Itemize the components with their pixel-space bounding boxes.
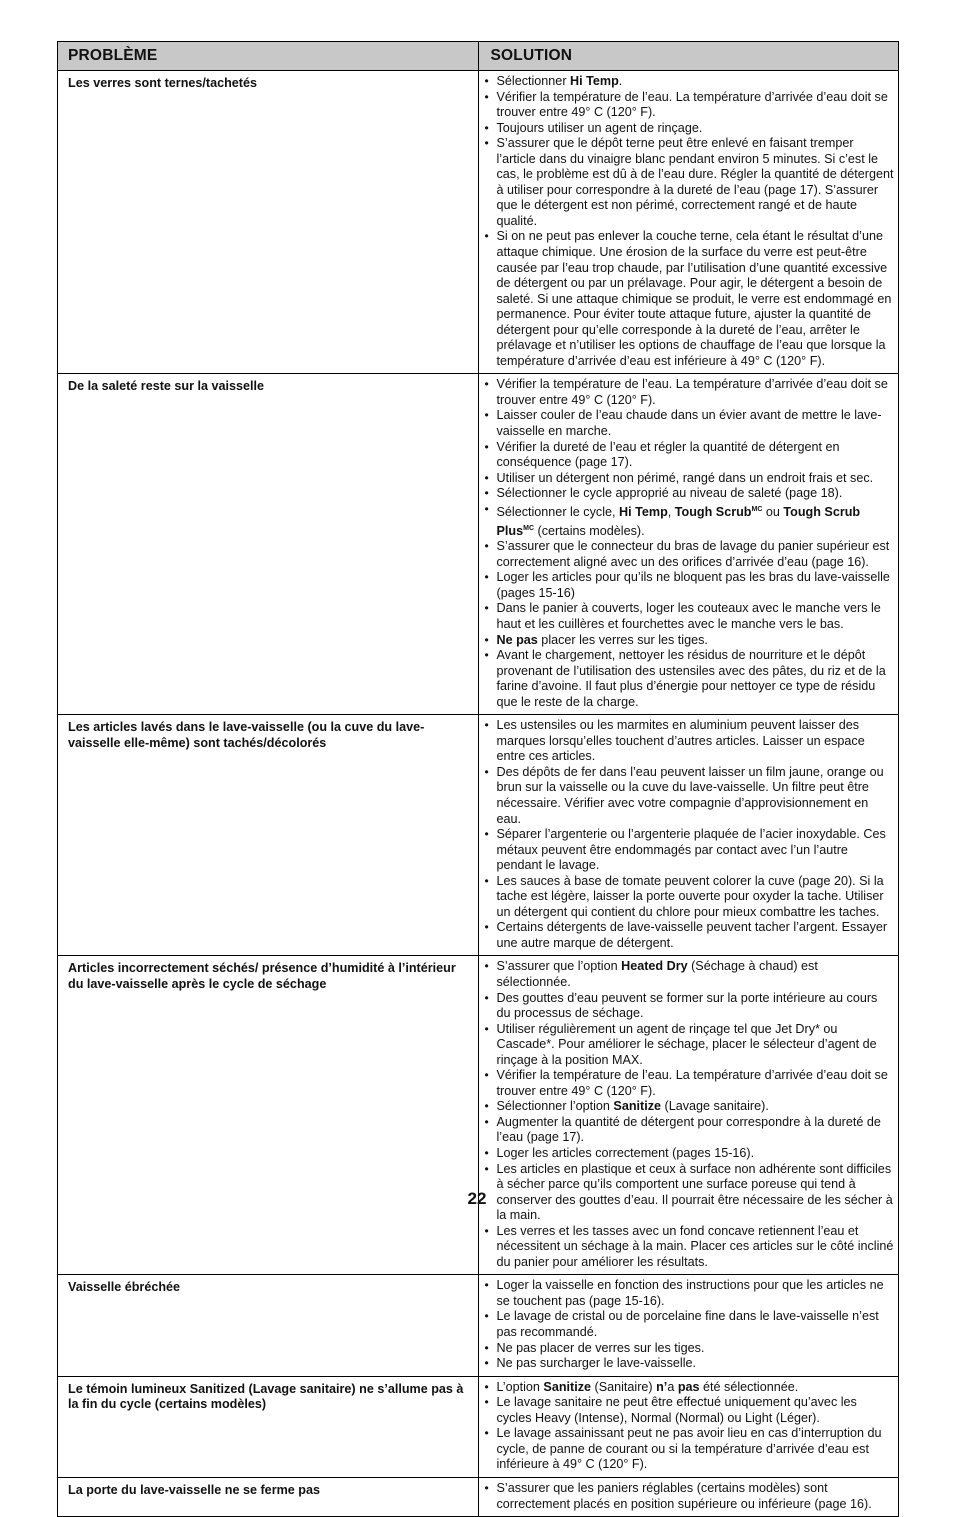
solution-text: Laisser couler de l’eau chaude dans un évier avant de mettre le lave-vaisselle en marche. (496, 408, 882, 439)
solution-text: (certains modèles). (534, 523, 645, 538)
solution-text: Si on ne peut pas enlever la couche terne, cela étant le résultat d’une attaque chimique. Une érosion de la surface du verre est peut-être causée par l’eau trop chaude, par l’utilisation d’une quantité excessive de détergent ou par un prélavage. Pour agir, le détergent a besoin de saleté. Si une attaque chimique se produit, le verre est endommagé en permanence. Pour éviter toute attaque future, ajuster la quantité de détergent pour qu’elle corresponde à la dureté de l’eau, arrêter le prélavage et n’utiliser les options de chauffage de l’eau que lorsque la température d’arrivée d’eau est inférieure à 49° C (120° F). (496, 229, 892, 368)
problem-column-header: PROBLÈME (58, 42, 479, 71)
solution-text: Sanitize (613, 1099, 662, 1114)
solution-text: Certains détergents de lave-vaisselle peuvent tacher l’argent. Essayer une autre marque de détergent. (496, 920, 888, 950)
solution-item (484, 1022, 895, 1069)
solution-text: a (667, 1379, 678, 1394)
table-row (58, 71, 899, 374)
solution-item (484, 408, 895, 439)
solution-text: Le lavage sanitaire ne peut être effectué uniquement qu’avec les cycles Heavy (Intense), Normal (Normal) ou Light (Léger). (496, 1395, 857, 1425)
solution-text: , (667, 504, 675, 519)
solution-item (484, 1341, 895, 1357)
solution-item (484, 502, 895, 539)
solution-item (484, 1395, 895, 1426)
solution-list (484, 377, 895, 710)
solution-item (484, 1115, 895, 1146)
solution-text: Les sauces à base de tomate peuvent colorer la cuve (page 20). Si la tache est légère, laisser la porte ouverte pour oxyder la tache. Utiliser un détergent qui contient du chlore pour mieux combattre les taches. (496, 873, 884, 919)
solution-text: . (618, 74, 623, 88)
solution-column-header: SOLUTION (478, 42, 899, 71)
solution-text: L’option (496, 1379, 544, 1394)
solution-item (484, 440, 895, 471)
solution-item (484, 765, 895, 827)
solution-text: Loger les articles pour qu’ils ne bloquent pas les bras du lave-vaisselle (pages 15-16) (496, 570, 890, 600)
solution-cell (478, 1477, 899, 1516)
solution-text: Le lavage de cristal ou de porcelaine fine dans le lave-vaisselle n’est pas recommandé. (496, 1309, 879, 1340)
problem-cell: De la saleté reste sur la vaisselle (58, 374, 479, 715)
solution-item (484, 1380, 895, 1396)
table-row (58, 1275, 899, 1376)
problem-cell: La porte du lave-vaisselle ne se ferme pas (58, 1477, 479, 1516)
solution-text: Les articles en plastique et ceux à surface non adhérente sont difficiles à sécher parce qu’ils comportent une surface poreuse qui tend à conserver des gouttes d’eau. Il pourrait être nécessaire de les sécher à la main. (496, 1161, 893, 1223)
page-number: 22 (467, 1189, 487, 1208)
problem-cell: Vaisselle ébréchée (58, 1275, 479, 1376)
solution-item (484, 1356, 895, 1372)
solution-text: MC (523, 524, 534, 532)
solution-item (484, 1224, 895, 1271)
solution-item (484, 121, 895, 137)
problem-cell: Les verres sont ternes/tachetés (58, 71, 479, 374)
solution-text: été sélectionnée. (699, 1379, 799, 1394)
solution-item (484, 136, 895, 229)
problem-cell: Articles incorrectement séchés/ présence d’humidité à l’intérieur du lave-vaisselle après le cycle de séchage (58, 956, 479, 1275)
table-row (58, 715, 899, 956)
problem-cell: Le témoin lumineux Sanitized (Lavage sanitaire) ne s’allume pas à la fin du cycle (certains modèles) (58, 1376, 479, 1477)
solution-text: n’ (656, 1379, 668, 1394)
solution-text: Hi Temp (619, 504, 668, 519)
solution-item (484, 648, 895, 710)
solution-item (484, 1099, 895, 1115)
solution-cell (478, 71, 899, 374)
solution-cell (478, 1275, 899, 1376)
solution-item (484, 1426, 895, 1473)
solution-text: (Lavage sanitaire). (661, 1099, 769, 1114)
table-header-row (58, 42, 899, 71)
solution-text: Augmenter la quantité de détergent pour correspondre à la dureté de l’eau (page 17). (496, 1114, 881, 1145)
table-row (58, 1477, 899, 1516)
solution-list (484, 1278, 895, 1371)
solution-list (484, 1481, 895, 1512)
solution-list (484, 74, 895, 369)
solution-item (484, 959, 895, 990)
solution-cell (478, 1376, 899, 1477)
solution-text: Avant le chargement, nettoyer les résidus de nourriture et le dépôt provenant de l’utilisation des ustensiles avec des pâtes, du riz et de la farine d’avoine. Il faut plus d’énergie pour nettoyer ce type de résidu que le reste de la charge. (496, 648, 886, 709)
solution-item (484, 229, 895, 369)
solution-text: Ne pas surcharger le lave-vaisselle. (496, 1356, 696, 1371)
solution-text: Ne pas (496, 632, 538, 647)
solution-text: Sélectionner le cycle approprié au niveau de saleté (page 18). (496, 486, 843, 501)
solution-cell (478, 374, 899, 715)
solution-cell (478, 715, 899, 956)
solution-item (484, 718, 895, 765)
solution-text: Vérifier la température de l’eau. La température d’arrivée d’eau doit se trouver entre 49° C (120° F). (496, 89, 888, 120)
table-row (58, 374, 899, 715)
solution-item (484, 90, 895, 121)
solution-item (484, 471, 895, 487)
solution-text: Séparer l’argenterie ou l’argenterie plaquée de l’acier inoxydable. Ces métaux peuvent être endommagés par contact avec l’un l’autre pendant le lavage. (496, 827, 886, 873)
solution-item (484, 874, 895, 921)
table-row (58, 956, 899, 1275)
solution-item (484, 1146, 895, 1162)
solution-item (484, 1278, 895, 1309)
solution-text: Les ustensiles ou les marmites en aluminium peuvent laisser des marques lorsqu’elles touchent d’autres articles. Laisser un espace entre ces articles. (496, 718, 865, 764)
solution-text: Le lavage assainissant peut ne pas avoir lieu en cas d’interruption du cycle, de panne de courant ou si la température d’arrivée d’eau est inférieure à 49° C (120° F). (496, 1426, 882, 1472)
solution-text: (Sanitaire) (591, 1379, 657, 1394)
solution-text: Dans le panier à couverts, loger les couteaux avec le manche vers le haut et les cuillères et fourchettes avec le manche vers le bas. (496, 601, 881, 631)
solution-text: S’assurer que les paniers réglables (certains modèles) sont correctement placés en position supérieure ou inférieure (page 16). (496, 1480, 872, 1511)
solution-text: Vérifier la dureté de l’eau et régler la quantité de détergent en conséquence (page 17). (496, 439, 840, 470)
solution-item (484, 920, 895, 951)
solution-text: ou (762, 504, 784, 519)
solution-list (484, 959, 895, 1270)
solution-item (484, 486, 895, 502)
solution-item (484, 570, 895, 601)
solution-text: Toujours utiliser un agent de rinçage. (496, 120, 703, 135)
solution-list (484, 1380, 895, 1473)
solution-text: Sélectionner l’option (496, 1099, 614, 1114)
solution-item (484, 377, 895, 408)
solution-item (484, 991, 895, 1022)
troubleshooting-table (57, 41, 899, 1517)
solution-text: placer les verres sur les tiges. (537, 632, 708, 647)
solution-text: S’assurer que le dépôt terne peut être enlevé en faisant tremper l’article dans du vinaigre blanc pendant environ 5 minutes. Si c’est le cas, le problème est dû à de l’eau dure. Régler la quantité de détergent à utiliser pour correspondre à la dureté de l’eau (page 17). S’assurer que le détergent est non périmé, correctement rangé et de haute qualité. (496, 136, 894, 228)
solution-text: Heated Dry (621, 959, 688, 974)
solution-text: Hi Temp (570, 74, 619, 88)
problem-cell: Les articles lavés dans le lave-vaisselle (ou la cuve du lave-vaisselle elle-même) sont tachés/décolorés (58, 715, 479, 956)
solution-text: Tough Scrub (674, 504, 752, 519)
solution-item (484, 1481, 895, 1512)
solution-text: pas (677, 1379, 700, 1394)
table-body (58, 71, 899, 1517)
solution-list (484, 718, 895, 951)
solution-item (484, 601, 895, 632)
solution-text: Vérifier la température de l’eau. La température d’arrivée d’eau doit se trouver entre 49° C (120° F). (496, 377, 888, 407)
solution-item (484, 1068, 895, 1099)
solution-text: Utiliser un détergent non périmé, rangé dans un endroit frais et sec. (496, 470, 874, 485)
solution-cell (478, 956, 899, 1275)
solution-item (484, 539, 895, 570)
solution-text: Des gouttes d’eau peuvent se former sur la porte intérieure au cours du processus de séchage. (496, 990, 878, 1021)
solution-text: Les verres et les tasses avec un fond concave retiennent l’eau et nécessitent un séchage à la main. Placer ces articles sur le côté incliné du panier pour améliorer les résultats. (496, 1223, 894, 1269)
table-row (58, 1376, 899, 1477)
solution-text: Loger la vaisselle en fonction des instructions pour que les articles ne se touchent pas (page 15-16). (496, 1278, 884, 1308)
solution-text: (Séchage à chaud) est sélectionnée. (496, 959, 818, 989)
solution-item (484, 1309, 895, 1340)
solution-text: S’assurer que l’option (496, 959, 622, 974)
solution-item (484, 827, 895, 874)
solution-text: Vérifier la température de l’eau. La température d’arrivée d’eau doit se trouver entre 49° C (120° F). (496, 1068, 888, 1098)
solution-item (484, 633, 895, 649)
solution-text: Utiliser régulièrement un agent de rinçage tel que Jet Dry* ou Cascade*. Pour améliorer le séchage, placer le sélecteur d’agent de rinçage à la position MAX. (496, 1021, 877, 1067)
solution-item (484, 74, 895, 90)
solution-text: Sélectionner le cycle, (496, 504, 620, 519)
solution-text: Sanitize (543, 1379, 592, 1394)
solution-text: Ne pas placer de verres sur les tiges. (496, 1340, 705, 1355)
solution-text: Sélectionner (496, 74, 571, 88)
solution-text: S’assurer que le connecteur du bras de lavage du panier supérieur est correctement aligné avec un des orifices d’arrivée d’eau (page 16). (496, 539, 890, 569)
solution-text: Tough Scrub Plus (496, 504, 861, 538)
solution-text: Loger les articles correctement (pages 15-16). (496, 1146, 755, 1161)
solution-text: MC (751, 505, 763, 513)
solution-text: Des dépôts de fer dans l’eau peuvent laisser un film jaune, orange ou brun sur la vaisselle ou la cuve du lave-vaisselle. Un filtre peut être nécessaire. Vérifier avec votre compagnie d’approvisionnement en eau. (496, 764, 884, 826)
